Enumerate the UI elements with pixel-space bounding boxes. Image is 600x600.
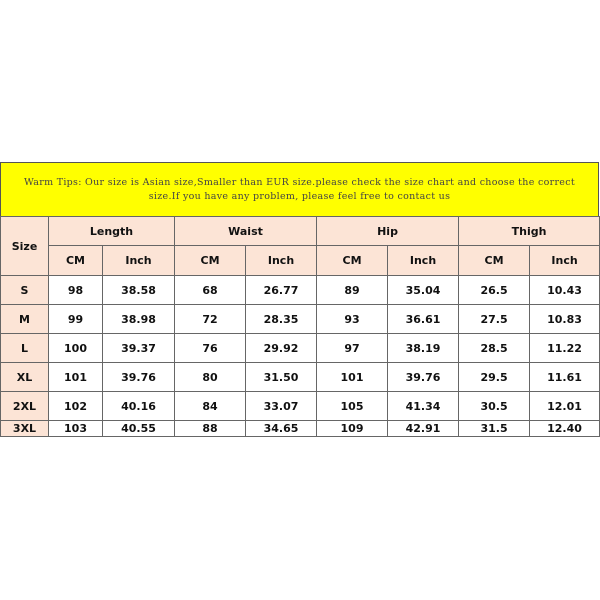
size-table bbox=[0, 216, 600, 437]
header-unit: Inch bbox=[530, 246, 600, 276]
table-cell: 27.5 bbox=[459, 305, 530, 334]
table-cell: 39.76 bbox=[103, 363, 175, 392]
table-cell: 11.22 bbox=[530, 334, 600, 363]
table-row bbox=[1, 334, 600, 363]
table-cell: 33.07 bbox=[246, 392, 317, 421]
header-size: Size bbox=[1, 217, 49, 276]
table-cell: 12.40 bbox=[530, 421, 600, 437]
table-cell: 36.61 bbox=[388, 305, 459, 334]
header-unit: CM bbox=[49, 246, 103, 276]
header-unit: CM bbox=[459, 246, 530, 276]
table-cell: 84 bbox=[175, 392, 246, 421]
table-cell: 29.5 bbox=[459, 363, 530, 392]
table-cell: 35.04 bbox=[388, 276, 459, 305]
table-cell: 39.76 bbox=[388, 363, 459, 392]
table-cell: 105 bbox=[317, 392, 388, 421]
header-unit: Inch bbox=[246, 246, 317, 276]
table-row bbox=[1, 421, 600, 437]
table-cell: 26.5 bbox=[459, 276, 530, 305]
table-cell: 34.65 bbox=[246, 421, 317, 437]
warm-tips-banner: Warm Tips: Our size is Asian size,Smaller than EUR size.please check the size chart and choose the correct size.If you have any problem, please feel free to contact us bbox=[0, 162, 599, 216]
table-cell: 28.35 bbox=[246, 305, 317, 334]
table-cell: 76 bbox=[175, 334, 246, 363]
table-row bbox=[1, 276, 600, 305]
table-cell: 42.91 bbox=[388, 421, 459, 437]
table-cell: 89 bbox=[317, 276, 388, 305]
header-length: Length bbox=[49, 217, 175, 246]
header-hip: Hip bbox=[317, 217, 459, 246]
table-cell: 72 bbox=[175, 305, 246, 334]
header-unit: CM bbox=[175, 246, 246, 276]
table-cell: 101 bbox=[49, 363, 103, 392]
table-cell: 28.5 bbox=[459, 334, 530, 363]
header-row-units bbox=[1, 246, 600, 276]
header-waist: Waist bbox=[175, 217, 317, 246]
table-cell: 109 bbox=[317, 421, 388, 437]
table-cell: 40.55 bbox=[103, 421, 175, 437]
table-cell: 11.61 bbox=[530, 363, 600, 392]
table-cell: 31.50 bbox=[246, 363, 317, 392]
table-row bbox=[1, 363, 600, 392]
table-cell: 38.58 bbox=[103, 276, 175, 305]
table-row bbox=[1, 305, 600, 334]
table-cell: 98 bbox=[49, 276, 103, 305]
table-cell: 26.77 bbox=[246, 276, 317, 305]
table-cell: 93 bbox=[317, 305, 388, 334]
size-label: M bbox=[1, 305, 49, 334]
table-cell: 10.83 bbox=[530, 305, 600, 334]
header-thigh: Thigh bbox=[459, 217, 600, 246]
table-cell: 103 bbox=[49, 421, 103, 437]
table-cell: 88 bbox=[175, 421, 246, 437]
size-label: L bbox=[1, 334, 49, 363]
table-cell: 68 bbox=[175, 276, 246, 305]
size-label: 2XL bbox=[1, 392, 49, 421]
table-cell: 29.92 bbox=[246, 334, 317, 363]
table-cell: 101 bbox=[317, 363, 388, 392]
table-cell: 31.5 bbox=[459, 421, 530, 437]
size-chart bbox=[0, 162, 599, 437]
table-cell: 100 bbox=[49, 334, 103, 363]
table-cell: 40.16 bbox=[103, 392, 175, 421]
table-cell: 30.5 bbox=[459, 392, 530, 421]
header-unit: CM bbox=[317, 246, 388, 276]
table-cell: 97 bbox=[317, 334, 388, 363]
table-cell: 102 bbox=[49, 392, 103, 421]
table-cell: 38.98 bbox=[103, 305, 175, 334]
table-cell: 12.01 bbox=[530, 392, 600, 421]
table-cell: 99 bbox=[49, 305, 103, 334]
table-cell: 38.19 bbox=[388, 334, 459, 363]
size-label: S bbox=[1, 276, 49, 305]
header-unit: Inch bbox=[103, 246, 175, 276]
size-label: 3XL bbox=[1, 421, 49, 437]
size-label: XL bbox=[1, 363, 49, 392]
table-row bbox=[1, 392, 600, 421]
table-cell: 39.37 bbox=[103, 334, 175, 363]
header-unit: Inch bbox=[388, 246, 459, 276]
table-cell: 80 bbox=[175, 363, 246, 392]
table-cell: 41.34 bbox=[388, 392, 459, 421]
table-cell: 10.43 bbox=[530, 276, 600, 305]
header-row-groups bbox=[1, 217, 600, 246]
